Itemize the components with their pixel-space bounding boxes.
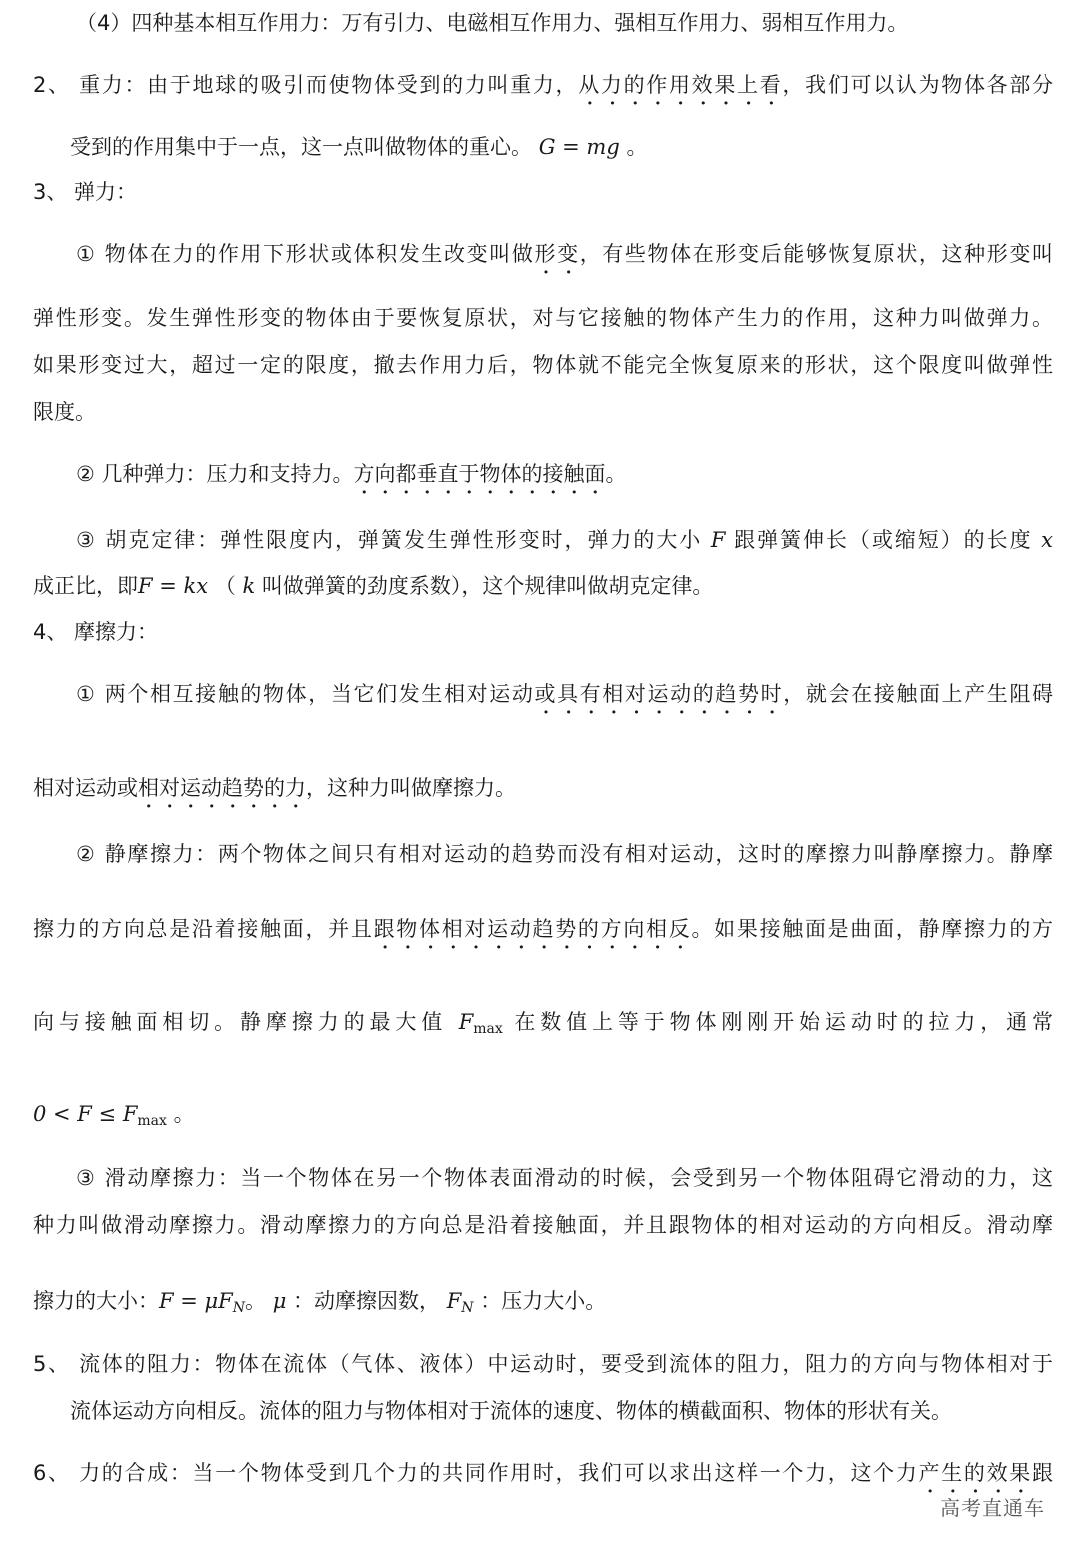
line-3 [70, 133, 647, 161]
formula-sliding-friction [159, 1289, 245, 1316]
emphasis-text: 形变 [534, 242, 580, 266]
subscript: max [473, 1021, 503, 1037]
text: 跟 [1032, 1461, 1053, 1485]
line-16 [33, 915, 1053, 954]
emphasis-text: 跟物体相对运动趋势的方向相反 [373, 917, 692, 941]
subscript: max [137, 1113, 167, 1129]
text: ，我们可以认为物体各部分 [782, 73, 1054, 97]
text: （ [214, 574, 236, 598]
symbol-mu: μ [272, 1289, 287, 1313]
formula-hooke: F = kx [138, 574, 209, 598]
line-18 [33, 1100, 195, 1135]
line-5 [76, 240, 1053, 279]
text: 受到的作用集中于一点，这一点叫做物体的重心。 [70, 135, 532, 159]
formula: 0 < F ≤ F [33, 1102, 138, 1126]
subscript: N [232, 1300, 245, 1316]
text: 流体运动方向相反。流体的阻力与物体相对于流体的速度、物体的横截面积、物体的形状有关。 [70, 1399, 952, 1423]
text: 。 [166, 1102, 195, 1126]
symbol-k: k [242, 574, 256, 598]
line-2 [33, 71, 1053, 110]
section-heading: 3、 弹力： [33, 180, 138, 204]
symbol-F-N [446, 1289, 474, 1316]
symbol-F: F [710, 528, 726, 552]
text: 限度。 [33, 400, 96, 424]
line-20 [33, 1211, 1053, 1239]
text: 种力叫做滑动摩擦力。滑动摩擦力的方向总是沿着接触面，并且跟物体的相对运动的方向相反。滑动摩 [33, 1213, 1053, 1237]
text: 跟弹簧伸长（或缩短）的长度 [734, 528, 1033, 552]
text: 。 [619, 135, 648, 159]
text: 如果形变过大，超过一定的限度，撤去作用力后，物体就不能完全恢复原来的形状，这个限度叫做弹性 [33, 353, 1053, 377]
emphasis-text: 方向都垂直于物体的接触面。 [353, 462, 627, 486]
symbol-F-max [458, 1010, 503, 1037]
text: 成正比，即 [33, 574, 138, 598]
text: ① 物体在力的作用下形状或体积发生改变叫做 [76, 242, 535, 266]
line-13 [76, 680, 1053, 719]
line-10 [76, 526, 1053, 554]
text: 叫做弹簧的劲度系数），这个规律叫做胡克定律。 [261, 574, 714, 598]
line-22 [33, 1350, 1053, 1378]
line-11 [33, 572, 713, 600]
text: ② 静摩擦力：两个物体之间只有相对运动的趋势而没有相对运动，这时的摩擦力叫静摩擦力。静摩 [76, 842, 1053, 866]
text: ：动摩擦因数， [293, 1289, 441, 1313]
text: 向与接触面相切。静摩擦力的最大值 [33, 1010, 448, 1034]
text: 在数值上等于物体刚刚开始运动时的拉力，通常 [514, 1010, 1053, 1034]
line-15 [76, 840, 1053, 868]
watermark-text: 高考直通车 [940, 1496, 1045, 1520]
line-24 [33, 1459, 1053, 1498]
line-14 [33, 774, 516, 813]
line-17 [33, 1008, 1053, 1043]
text: ，这种力叫做摩擦力。 [306, 776, 516, 800]
text: 。如果接触面是曲面，静摩擦力的方 [691, 917, 1054, 941]
line-9 [76, 460, 627, 499]
line-19 [76, 1164, 1053, 1192]
text: ③ 胡克定律：弹性限度内，弹簧发生弹性形变时，弹力的大小 [76, 528, 703, 552]
emphasis-text: 相对运动趋势的力 [138, 776, 306, 800]
text: ，就会在接触面上产生阻碍 [783, 682, 1054, 706]
line-21 [33, 1287, 606, 1322]
text: ，有些物体在形变后能够恢复原状，这种形变叫 [579, 242, 1054, 266]
text: 弹性形变。发生弹性形变的物体由于要恢复原状，对与它接触的物体产生力的作用，这种力叫做弹力。 [33, 306, 1053, 330]
line-4 [33, 178, 137, 206]
text: 相对运动或 [33, 776, 138, 800]
line-6 [33, 304, 1053, 332]
text: 5、 流体的阻力：物体在流体（气体、液体）中运动时，要受到流体的阻力，阻力的方向与物体相对于 [33, 1352, 1053, 1376]
formula-gravity: G = mg [538, 135, 620, 159]
line-12 [33, 618, 158, 646]
text: ：压力大小。 [480, 1289, 607, 1313]
line-7 [33, 351, 1053, 379]
emphasis-text: 或具有相对运动的趋势时 [534, 682, 784, 706]
subscript: N [461, 1300, 474, 1316]
text: 擦力的大小： [33, 1289, 159, 1313]
emphasis-text: 从力的作用效果上看 [578, 73, 783, 97]
text: ① 两个相互接触的物体，当它们发生相对运动 [76, 682, 535, 706]
text: 。 [245, 1289, 266, 1313]
symbol: F [446, 1289, 462, 1313]
text: ② 几种弹力：压力和支持力。 [76, 462, 354, 486]
symbol-x: x [1041, 528, 1054, 552]
line-1 [76, 9, 908, 37]
text: ③ 滑动摩擦力：当一个物体在另一个物体表面滑动的时候，会受到另一个物体阻碍它滑动的力，这 [76, 1166, 1053, 1190]
symbol: F [458, 1010, 474, 1034]
emphasis-text: 产生的效果 [918, 1461, 1032, 1485]
text: 6、 力的合成：当一个物体受到几个力的共同作用时，我们可以求出这样一个力，这个力 [33, 1461, 919, 1485]
formula: F = μF [159, 1289, 233, 1313]
formula-static-friction-range [33, 1102, 167, 1129]
line-8 [33, 398, 96, 426]
text: 擦力的方向总是沿着接触面，并且 [33, 917, 374, 941]
line-23 [70, 1397, 952, 1425]
text: 2、 重力：由于地球的吸引而使物体受到的力叫重力， [33, 73, 579, 97]
text: （4）四种基本相互作用力：万有引力、电磁相互作用力、强相互作用力、弱相互作用力。 [76, 11, 909, 35]
section-heading: 4、 摩擦力： [33, 620, 159, 644]
